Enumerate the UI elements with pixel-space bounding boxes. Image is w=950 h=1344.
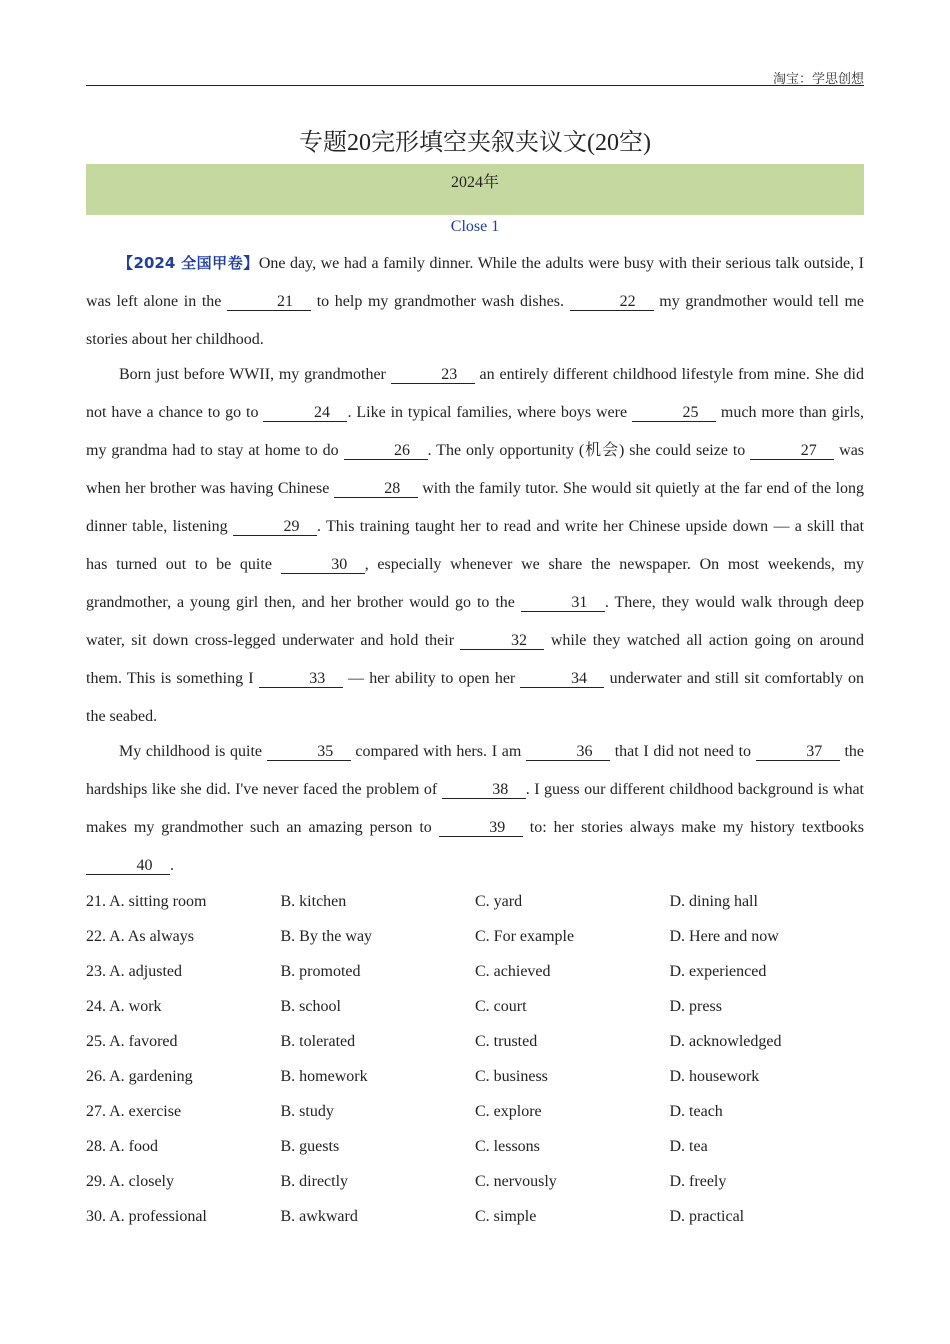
blank-35: 35 [267,744,351,761]
blank-40: 40 [86,858,170,875]
option-c: C. simple [475,1208,537,1225]
blank-34: 34 [520,671,604,688]
option-a: 28. A. food [86,1138,158,1155]
option-a: 27. A. exercise [86,1103,182,1120]
option-a: 23. A. adjusted [86,963,182,980]
option-row-21 [86,884,864,919]
option-row-30 [86,1199,864,1234]
option-d: D. experienced [669,963,767,980]
option-a: 30. A. professional [86,1208,207,1225]
option-a: 21. A. sitting room [86,893,207,910]
option-a: 29. A. closely [86,1173,174,1190]
option-row-24 [86,989,864,1024]
option-d: D. teach [669,1103,723,1120]
option-c: C. nervously [475,1173,557,1190]
option-d: D. housework [669,1068,760,1085]
option-c: C. lessons [475,1138,540,1155]
blank-21: 21 [227,294,311,311]
option-row-25 [86,1024,864,1059]
blank-22: 22 [570,294,654,311]
blank-25: 25 [632,405,716,422]
option-b: B. directly [280,1173,349,1190]
option-row-23 [86,954,864,989]
blank-31: 31 [521,595,605,612]
option-b: B. awkward [280,1208,358,1225]
option-c: C. For example [475,928,575,945]
option-b: B. promoted [280,963,361,980]
option-d: D. dining hall [669,893,758,910]
options-list [86,884,864,1234]
option-b: B. guests [280,1138,340,1155]
blank-29: 29 [233,519,317,536]
option-c: C. court [475,998,527,1015]
option-d: D. freely [669,1173,727,1190]
passage-paragraph-2: Born just before WWII, my grandmother 23 an entirely different childhood lifestyle from mine. She did not have a chance to go to 24 . Like in typical families, where boys were 25 much more than girls, my grandma had to stay at home to do 26 . The only opportunity (机会) she could seize to 27 was when her brother was having Chinese 28 with the family tutor. She would sit quietly at the far end of the long dinner table, listening 29 . This training taught her to read and write her Chinese upside down — a skill that has turned out to be quite 30 , especially whenever we share the newspaper. On most weekends, my grandmother, a young girl then, and her brother would go to the 31 . There, they would walk through deep water, sit down cross-legged underwater and hold their 32 while they watched all action going on around them. This is something I 33 — her ability to open her 34 underwater and still sit comfortably on the seabed. [86,366,865,725]
blank-33: 33 [259,671,343,688]
year-label: 2024年 [450,174,499,191]
blank-24: 24 [263,405,347,422]
option-row-27 [86,1094,864,1129]
passage-paragraph-3: My childhood is quite 35 compared with hers. I am 36 that I did not need to 37 the hardships like she did. I've never faced the problem of 38 . I guess our different childhood background is what makes my grandmother such an amazing person to 39 to: her stories always make my history textbooks 40 . [86,743,865,874]
option-b: B. kitchen [280,893,347,910]
option-row-22 [86,919,864,954]
blank-37: 37 [756,744,840,761]
blank-30: 30 [281,557,365,574]
blank-28: 28 [334,481,418,498]
blank-39: 39 [439,820,523,837]
blank-26: 26 [344,443,428,460]
option-b: B. study [280,1103,334,1120]
option-b: B. By the way [280,928,373,945]
option-a: 24. A. work [86,998,162,1015]
option-row-26 [86,1059,864,1094]
source-tag: 【2024 全国甲卷】 [118,254,259,272]
section-label: Close 1 [450,218,500,235]
option-b: B. homework [280,1068,368,1085]
option-c: C. explore [475,1103,542,1120]
blank-36: 36 [526,744,610,761]
blank-27: 27 [750,443,834,460]
option-row-29 [86,1164,864,1199]
option-a: 22. A. As always [86,928,194,945]
option-d: D. practical [669,1208,745,1225]
page-title: 专题20完形填空夹叙夹议文(20空) [299,130,651,156]
option-b: B. tolerated [280,1033,356,1050]
header-divider [86,85,864,86]
option-d: D. Here and now [669,928,779,945]
option-b: B. school [280,998,341,1015]
option-c: C. business [475,1068,548,1085]
blank-38: 38 [442,782,526,799]
option-a: 26. A. gardening [86,1068,193,1085]
header-source: 淘宝：学思创想 [772,71,864,86]
option-d: D. press [669,998,722,1015]
option-c: C. yard [475,893,523,910]
passage-paragraph-1: 【2024 全国甲卷】One day, we had a family dinner. While the adults were busy with their serious talk outside, I was left alone in the 21 to help my grandmother wash dishes. 22 my grandmother would tell me stories about her childhood. [86,254,864,348]
option-row-28 [86,1129,864,1164]
option-a: 25. A. favored [86,1033,178,1050]
year-band [86,164,864,215]
option-c: C. achieved [475,963,551,980]
blank-32: 32 [460,633,544,650]
option-c: C. trusted [475,1033,538,1050]
blank-23: 23 [391,367,475,384]
option-d: D. acknowledged [669,1033,782,1050]
option-d: D. tea [669,1138,708,1155]
